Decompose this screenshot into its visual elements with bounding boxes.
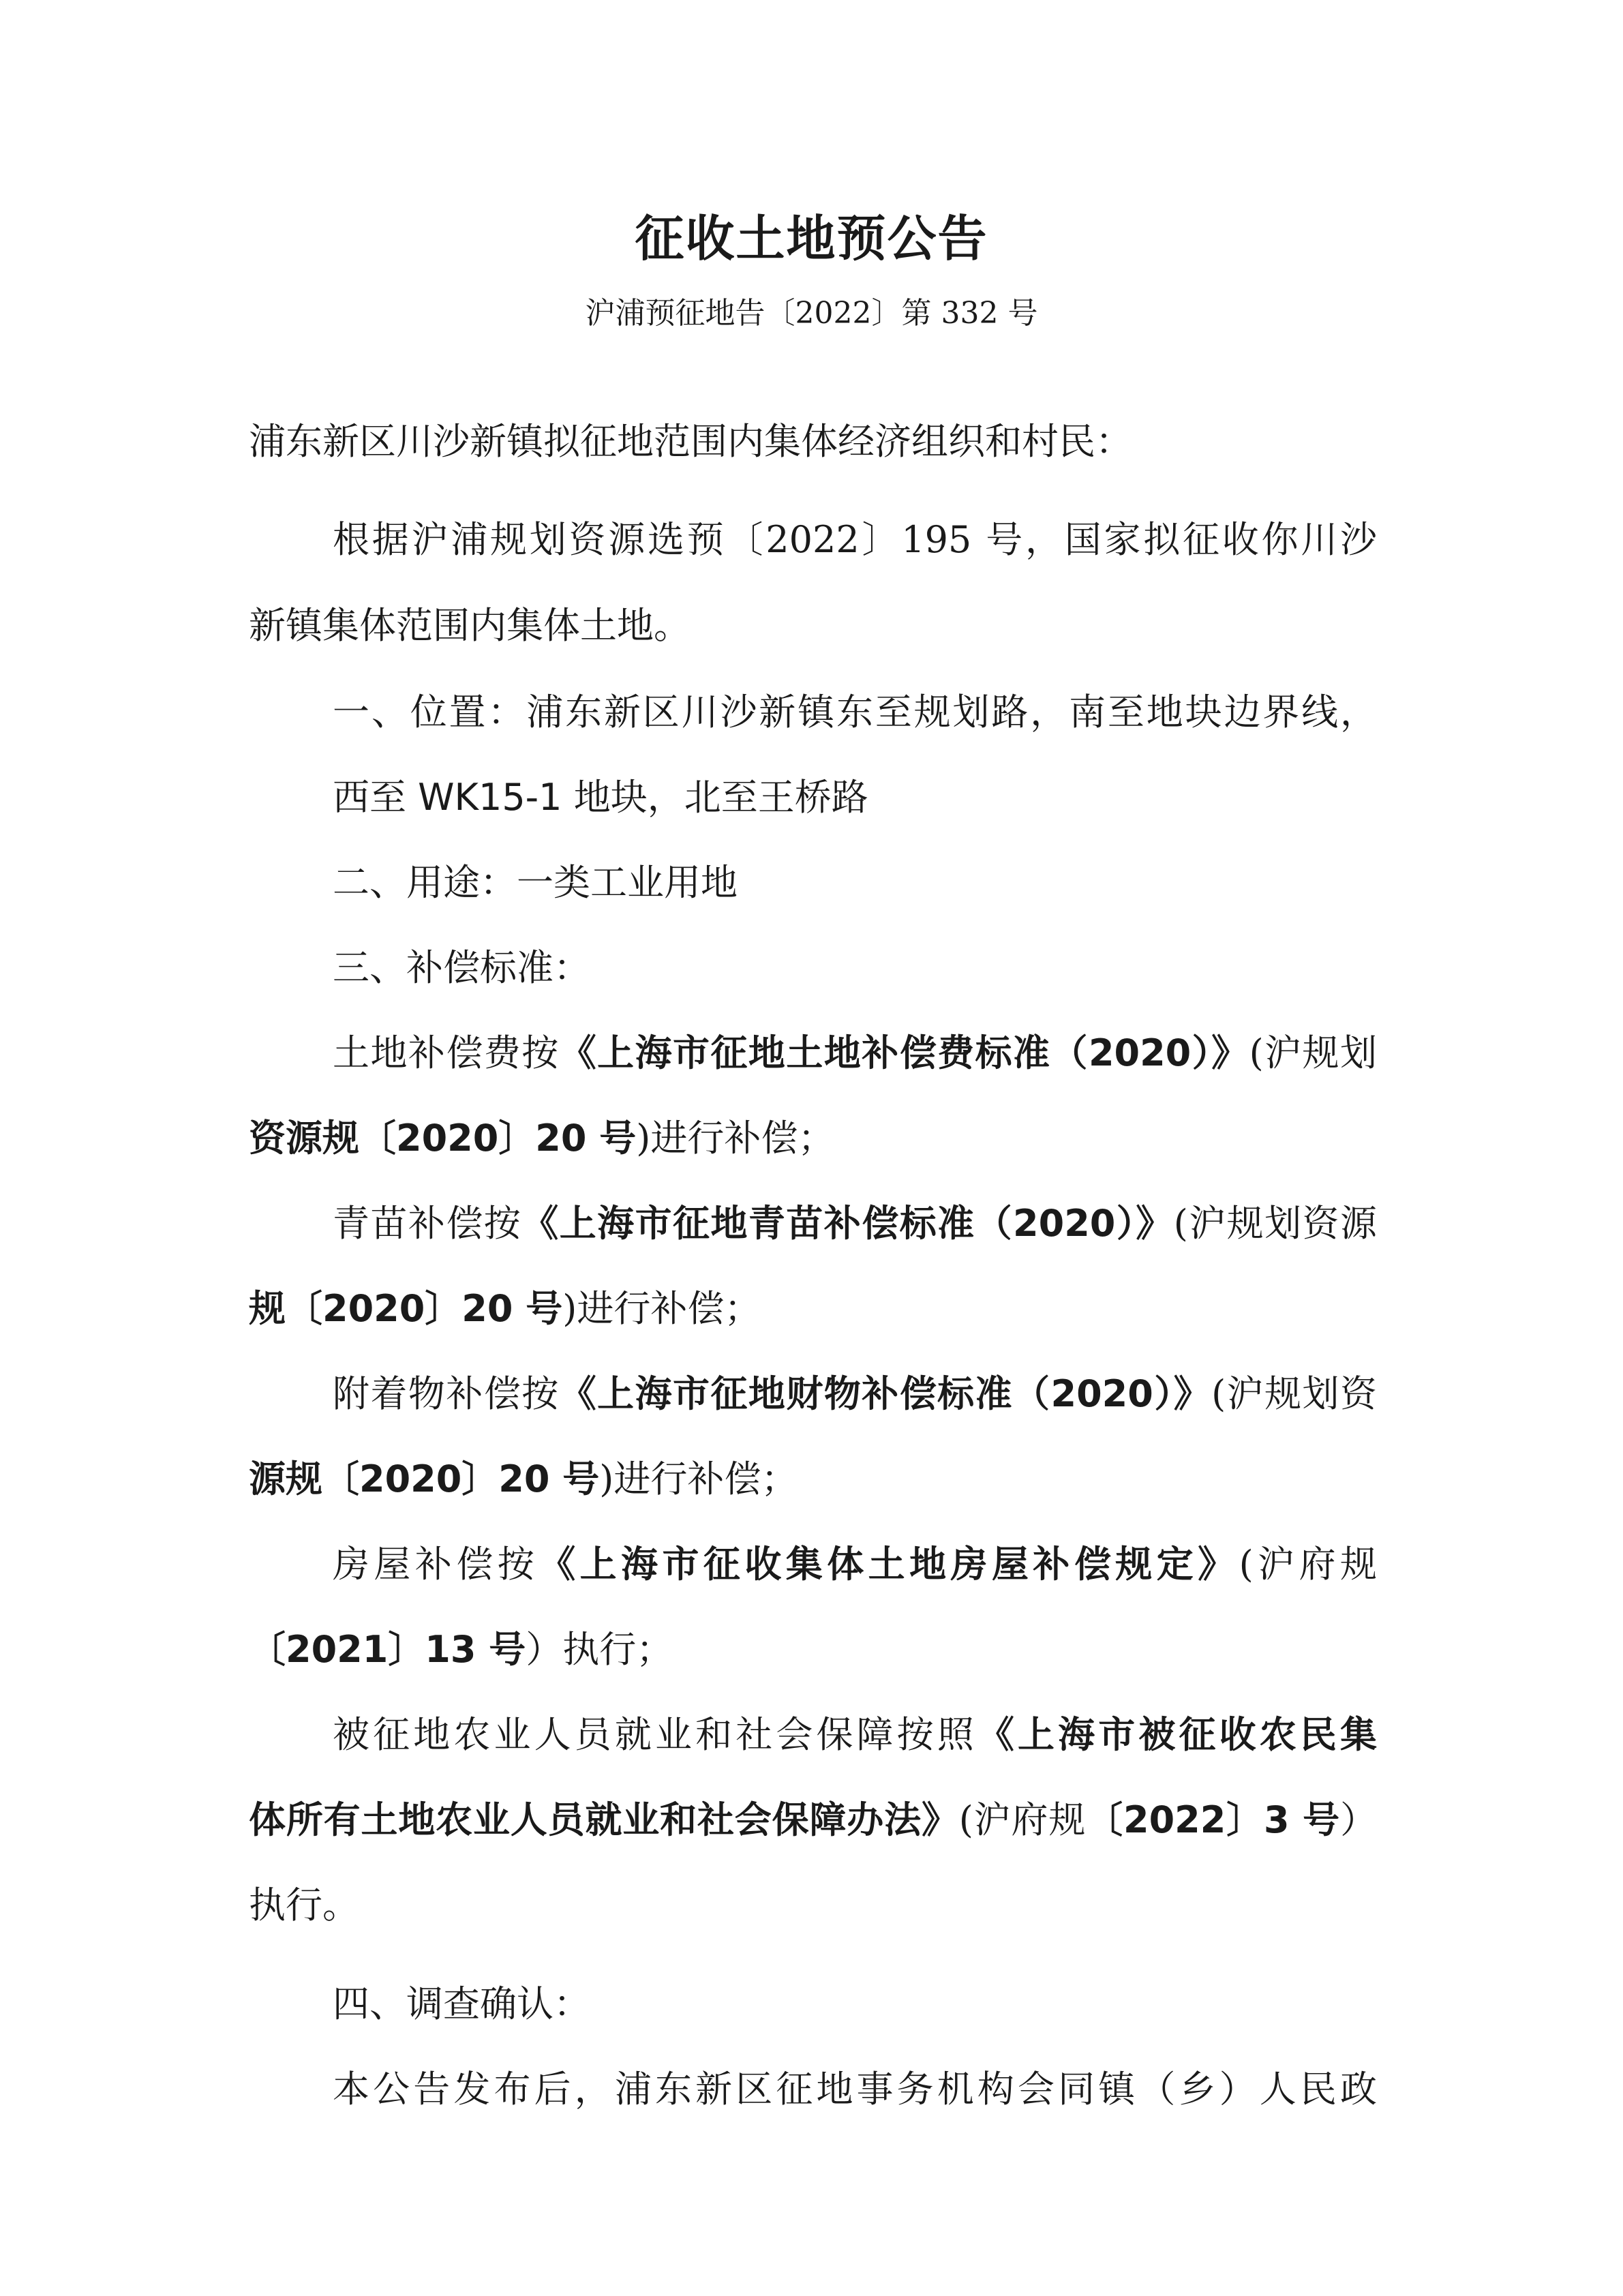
document-title: 征收土地预公告: [635, 210, 988, 267]
location-line-1: 一、位置：浦东新区川沙新镇东至规划路，南至地块边界线，: [333, 691, 1377, 734]
land-comp-line-2: [249, 1111, 1377, 1166]
house-comp-ref: 〔2021〕13 号: [249, 1628, 526, 1671]
social-security-standard-part-2: 体所有土地农业人员就业和社会保障办法》: [249, 1798, 959, 1841]
attachment-comp-ref-open: (沪规划资: [1211, 1372, 1377, 1415]
crop-comp-ref-open: (沪规划资源: [1173, 1202, 1377, 1245]
attachment-comp-prefix: 附着物补偿按: [333, 1372, 560, 1415]
location-line-2: 西至 WK15-1 地块，北至王桥路: [333, 776, 868, 819]
attachment-comp-ref: 源规〔2020〕20 号: [249, 1457, 600, 1500]
social-security-line-1: [333, 1708, 1377, 1762]
land-comp-ref: 资源规〔2020〕20 号: [249, 1117, 637, 1160]
crop-comp-standard: 《上海市征地青苗补偿标准（2020）》: [521, 1202, 1174, 1245]
document-number: 沪浦预征地告〔2022〕第 332 号: [585, 296, 1038, 331]
attachment-comp-standard: 《上海市征地财物补偿标准（2020）》: [559, 1372, 1212, 1415]
house-comp-ref-open: (沪府规: [1239, 1543, 1377, 1586]
social-security-line-2: [249, 1793, 1377, 1847]
land-comp-ref-open: (沪规划: [1249, 1031, 1377, 1074]
social-security-ref: 〔2022〕3 号: [1086, 1798, 1340, 1841]
attachment-comp-end: )进行补偿；: [599, 1457, 798, 1500]
land-comp-end: )进行补偿；: [636, 1117, 835, 1160]
house-comp-line-1: [333, 1537, 1377, 1592]
house-comp-line-2: [249, 1622, 1377, 1677]
salutation: 浦东新区川沙新镇拟征地范围内集体经济组织和村民：: [249, 420, 1132, 463]
intro-line-2: 新镇集体范围内集体土地。: [249, 604, 691, 647]
intro-line-1: 根据沪浦规划资源选预〔2022〕195 号，国家拟征收你川沙: [333, 518, 1377, 561]
compensation-heading: 三、补偿标准：: [333, 946, 590, 989]
land-comp-line-1: [333, 1026, 1377, 1081]
attachment-comp-line-1: [333, 1367, 1377, 1421]
crop-comp-prefix: 青苗补偿按: [333, 1202, 522, 1245]
survey-heading: 四、调查确认：: [333, 1982, 590, 2025]
attachment-comp-line-2: [249, 1452, 1377, 1507]
survey-text: 本公告发布后，浦东新区征地事务机构会同镇（乡）人民政: [333, 2068, 1377, 2111]
land-comp-standard: 《上海市征地土地补偿费标准（2020）》: [559, 1031, 1249, 1074]
social-security-prefix: 被征地农业人员就业和社会保障按照: [333, 1713, 977, 1756]
crop-comp-ref: 规〔2020〕20 号: [249, 1287, 563, 1330]
social-security-line-3: 执行。: [249, 1884, 359, 1927]
house-comp-prefix: 房屋补偿按: [333, 1543, 539, 1586]
social-security-standard-part-1: 《上海市被征收农民集: [977, 1713, 1377, 1756]
social-security-ref-open: (沪府规: [958, 1798, 1087, 1841]
crop-comp-line-2: [249, 1282, 1377, 1336]
land-comp-prefix: 土地补偿费按: [333, 1031, 560, 1074]
social-security-ref-close: ）: [1340, 1798, 1377, 1841]
crop-comp-line-1: [333, 1196, 1377, 1251]
usage-line: 二、用途：一类工业用地: [333, 861, 738, 904]
house-comp-end: ）执行；: [526, 1628, 673, 1671]
crop-comp-end: )进行补偿；: [562, 1287, 761, 1330]
house-comp-standard: 《上海市征收集体土地房屋补偿规定》: [539, 1543, 1239, 1586]
